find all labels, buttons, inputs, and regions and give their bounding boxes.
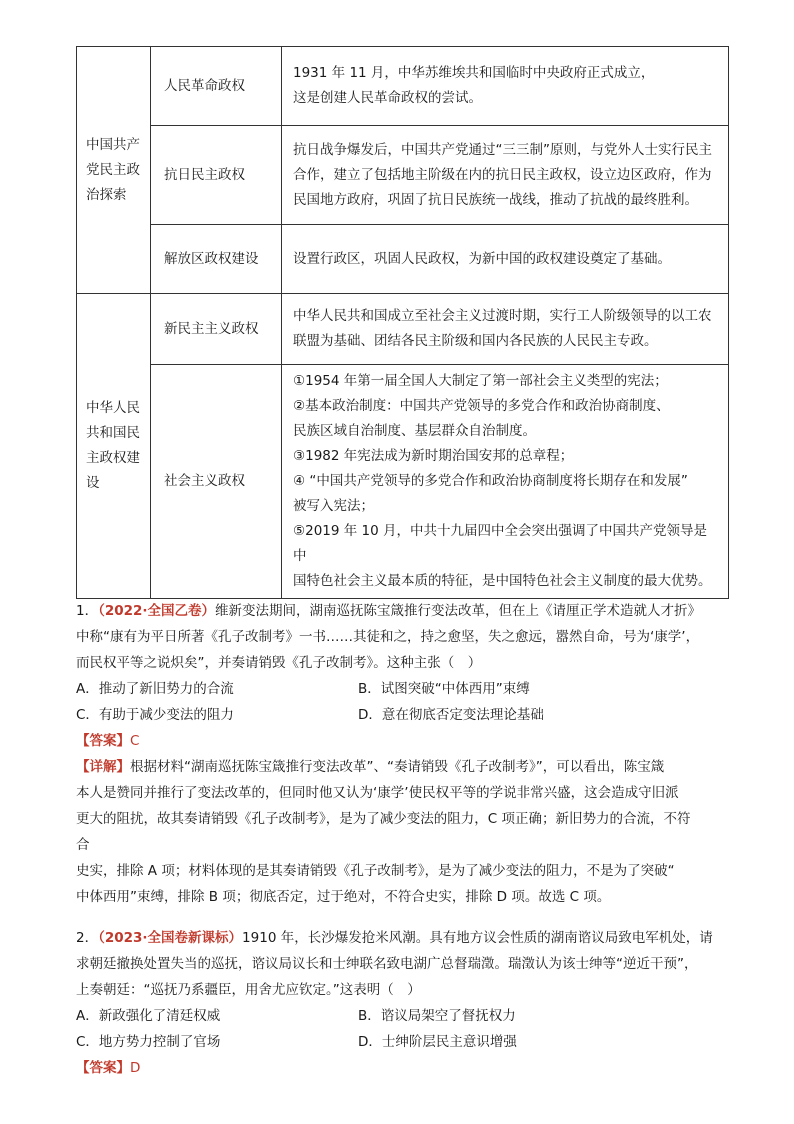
question-1 — [76, 598, 736, 910]
answer-line — [76, 728, 736, 754]
regime-description-cell — [282, 47, 729, 126]
government-table — [76, 46, 729, 599]
detail-line: 本人是赞同并推行了变法改革的，但同时他又认为‘康学’使民权平等的学说非常兴盛，这会造成守旧派 — [76, 785, 679, 801]
text-line: 中华人民共和国成立至社会主义过渡时期，实行工人阶级领导的以工农 — [293, 308, 712, 324]
text-line: ④ “中国共产党领导的多党合作和政治协商制度将长期存在和发展” — [293, 473, 688, 489]
regime-name-cell: 社会主义政权 — [151, 365, 282, 599]
answer-value: D — [130, 1060, 141, 1076]
text-line: 联盟为基础、团结各民主阶级和国内各民族的人民民主专政。 — [293, 333, 658, 349]
text-line: 这是创建人民革命政权的尝试。 — [293, 90, 482, 106]
stem-line: 而民权平等之说炽矣”，并奏请销毁《孔子改制考》。这种主张（ ） — [76, 655, 482, 671]
text-line: ②基本政治制度：中国共产党领导的多党合作和政治协商制度、 — [293, 398, 670, 414]
options-row — [76, 676, 736, 702]
regime-name-cell: 抗日民主政权 — [151, 126, 282, 225]
question-2 — [76, 925, 736, 1081]
detail-line — [76, 754, 736, 780]
question-source: （2023·全国卷新课标） — [98, 930, 243, 946]
table-row — [77, 47, 729, 126]
option-d: D．士绅阶层民主意识增强 — [358, 1034, 517, 1050]
stem-line: 上奏朝廷：“巡抚乃系疆臣，用舍尤应钦定。”这表明（ ） — [76, 982, 421, 998]
regime-description-cell — [282, 365, 729, 599]
stem-line: 维新变法期间，湖南巡抚陈宝箴推行变法改革，但在上《请厘正学术造就人才折》 — [215, 603, 702, 619]
regime-description-cell — [282, 294, 729, 365]
table-row — [77, 294, 729, 365]
option-a: A．新政强化了清廷权威 — [76, 1008, 221, 1024]
regime-name-cell: 新民主主义政权 — [151, 294, 282, 365]
text-line: 民族区域自治制度、基层群众自治制度。 — [293, 423, 536, 439]
table-row — [77, 225, 729, 294]
answer-label: 【答案】 — [76, 733, 130, 749]
options-row — [76, 1029, 736, 1055]
question-number: 2． — [76, 930, 99, 946]
options-row — [76, 702, 736, 728]
option-b: B．试图突破“中体西用”束缚 — [358, 681, 530, 697]
option-b: B．谘议局架空了督抚权力 — [358, 1008, 516, 1024]
text-line: ③1982 年宪法成为新时期治国安邦的总章程； — [293, 448, 574, 464]
option-a: A．推动了新旧势力的合流 — [76, 681, 234, 697]
text-line: 民国地方政府，巩固了抗日民族统一战线，推动了抗战的最终胜利。 — [293, 191, 698, 208]
answer-label: 【答案】 — [76, 1060, 130, 1076]
text-line: 合作，建立了包括地主阶级在内的抗日民主政权，设立边区政府，作为 — [293, 166, 712, 183]
answer-line — [76, 1055, 736, 1081]
detail-line: 中体西用”束缚，排除 B 项；彻底否定，过于绝对，不符合史实，排除 D 项。故选 C 项。 — [76, 889, 611, 905]
stem-line: 求朝廷撤换处置失当的巡抚，谘议局议长和士绅联名致电湖广总督瑞澂。瑞澂认为该士绅等“逆近干预”， — [76, 956, 698, 972]
text-line: ①1954 年第一届全国人大制定了第一部社会主义类型的宪法； — [293, 373, 668, 389]
regime-description-cell — [282, 225, 729, 294]
question-stem — [76, 598, 736, 624]
question-source: （2022·全国乙卷） — [98, 603, 216, 619]
answer-value: C — [130, 733, 140, 749]
option-c: C．地方势力控制了官场 — [76, 1034, 221, 1050]
text-line: 国特色社会主义最本质的特征，是中国特色社会主义制度的最大优势。 — [293, 573, 712, 589]
stem-line: 1910 年，长沙爆发抢米风潮。具有地方议会性质的湖南谘议局致电军机处，请 — [242, 930, 713, 946]
question-number: 1． — [76, 603, 99, 619]
regime-description-cell — [282, 126, 729, 225]
detail-label: 【详解】 — [76, 759, 130, 775]
text-line: 被写入宪法； — [293, 498, 374, 514]
text-line: ⑤2019 年 10 月，中共十九届四中全会突出强调了中国共产党领导是中 — [293, 523, 708, 564]
regime-name-cell: 解放区政权建设 — [151, 225, 282, 294]
option-c: C．有助于减少变法的阻力 — [76, 707, 234, 723]
detail-line: 史实，排除 A 项；材料体现的是其奏请销毁《孔子改制考》，是为了减少变法的阻力，不是为了突破“ — [76, 863, 675, 879]
text-line: 抗日战争爆发后，中国共产党通过“三三制”原则，与党外人士实行民主 — [293, 141, 712, 158]
table-row — [77, 126, 729, 225]
regime-name-cell: 人民革命政权 — [151, 47, 282, 126]
detail-line: 合 — [76, 837, 90, 853]
detail-text: 根据材料“湖南巡抚陈宝箴推行变法改革”、“奏请销毁《孔子改制考》”，可以看出，陈宝箴 — [130, 759, 665, 775]
options-row — [76, 1003, 736, 1029]
option-d: D．意在彻底否定变法理论基础 — [358, 707, 544, 723]
category-cell: 中华人民共和国民主政权建设 — [77, 294, 151, 599]
question-stem — [76, 925, 736, 951]
text-line: 1931 年 11 月，中华苏维埃共和国临时中央政府正式成立， — [293, 65, 655, 81]
text-line: 设置行政区，巩固人民政权，为新中国的政权建设奠定了基础。 — [293, 250, 671, 267]
stem-line: 中称“康有为平日所著《孔子改制考》一书……其徒和之，持之愈坚，失之愈远，嚣然自命，号为‘康学’， — [76, 629, 700, 645]
table-row — [77, 365, 729, 599]
detail-line: 更大的阻扰，故其奏请销毁《孔子改制考》，是为了减少变法的阻力，C 项正确；新旧势力的合流，不符 — [76, 811, 691, 827]
category-cell: 中国共产党民主政治探索 — [77, 47, 151, 294]
